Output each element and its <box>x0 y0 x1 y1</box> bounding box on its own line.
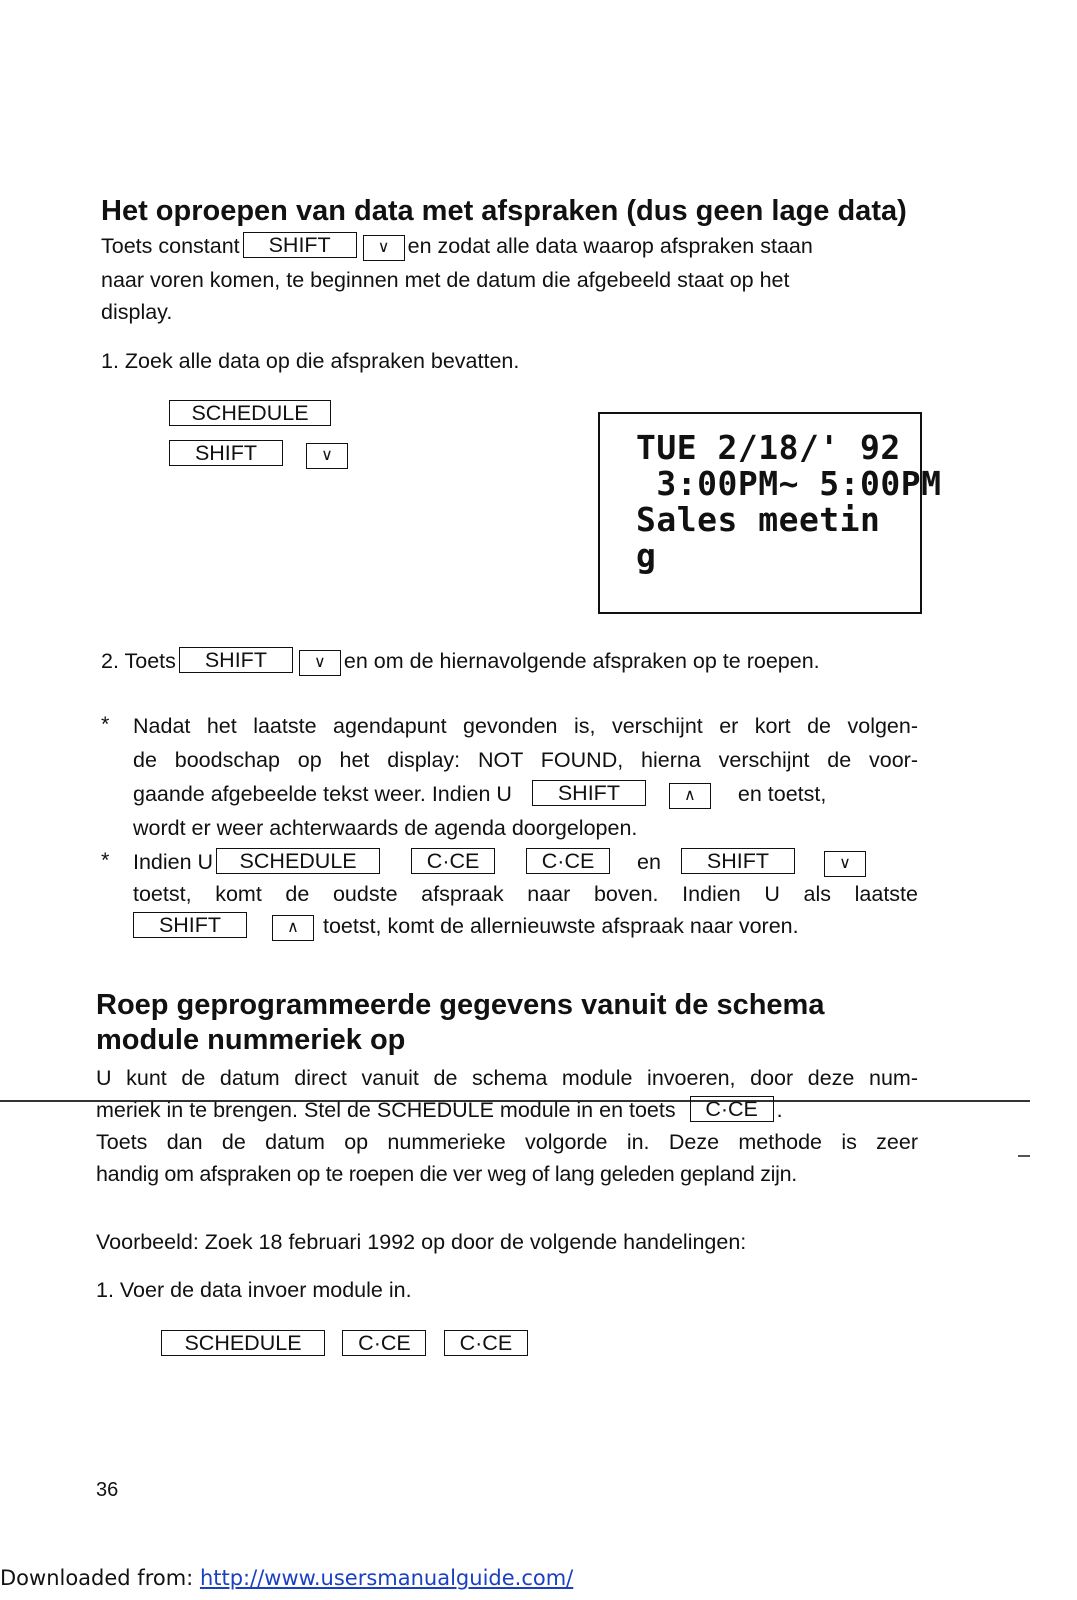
para-line-2 <box>96 1094 783 1126</box>
step-2-text: 2. Toets <box>101 649 176 673</box>
note-1-line-4: wordt er weer achterwaards de agenda doorgelopen. <box>133 816 638 840</box>
intro-text: en zodat alle data waarop afspraken staan <box>407 234 813 258</box>
note-text: toetst, komt de allernieuwste afspraak naar voren. <box>322 914 799 938</box>
down-arrow-key: ∨ <box>299 650 341 676</box>
display-time: 3:00PM~ 5:00PM <box>636 464 942 503</box>
schedule-key: SCHEDULE <box>161 1330 325 1356</box>
shift-key: SHIFT <box>681 848 795 874</box>
schedule-key: SCHEDULE <box>169 400 331 426</box>
shift-key: SHIFT <box>532 780 646 806</box>
para-line-3: Toets dan de datum op nummerieke volgorde in. Deze methode is zeer <box>96 1130 918 1154</box>
display-date: TUE 2/18/' 92 <box>636 428 901 467</box>
display-text-1: Sales meetin <box>636 500 881 539</box>
up-arrow-key: ∧ <box>669 783 711 809</box>
schedule-key: SCHEDULE <box>216 848 380 874</box>
para-line-1: U kunt de datum direct vanuit de schema module invoeren, door deze num- <box>96 1066 918 1090</box>
cce-key: C·CE <box>444 1330 528 1356</box>
key-sequence-1 <box>166 400 351 469</box>
up-arrow-key: ∧ <box>272 915 314 941</box>
lcd-display <box>598 412 942 614</box>
note-text: Indien U <box>133 850 214 874</box>
note-text: en <box>637 850 661 874</box>
shift-key: SHIFT <box>179 647 293 673</box>
down-arrow-key: ∨ <box>306 443 348 469</box>
para-text: meriek in te brengen. Stel de SCHEDULE module in en toets <box>96 1098 676 1122</box>
note-1-line-3 <box>133 778 826 810</box>
step-2-text: en om de hiernavolgende afspraken op te roepen. <box>343 649 820 673</box>
intro-line-3: display. <box>101 300 173 324</box>
down-arrow-key: ∨ <box>363 235 405 261</box>
note-text: en toetst, <box>737 782 827 806</box>
display-text-2: g <box>636 536 657 575</box>
shift-key: SHIFT <box>169 440 283 466</box>
note-2-line-3 <box>130 910 799 942</box>
note-text: gaande afgebeelde tekst weer. Indien U <box>133 782 512 806</box>
cce-key: C·CE <box>690 1096 774 1122</box>
note-1-line-1: Nadat het laatste agendapunt gevonden is, verschijnt er kort de volgen- <box>133 714 918 738</box>
intro-line-2: naar voren komen, te beginnen met de datum die afgebeeld staat op het <box>101 268 790 292</box>
section-heading-numeric-recall-2: module nummeriek op <box>96 1024 406 1056</box>
note-2-line-2: toetst, komt de oudste afspraak naar boven. Indien U als laatste <box>133 882 918 906</box>
footer-link[interactable]: http://www.usersmanualguide.com/ <box>199 1566 574 1590</box>
page-number: 36 <box>96 1479 119 1501</box>
note-2-bullet: * <box>101 848 110 872</box>
shift-key: SHIFT <box>133 912 247 938</box>
intro-text: Toets constant <box>101 234 240 258</box>
down-arrow-key: ∨ <box>824 851 866 877</box>
step-2 <box>101 645 820 677</box>
para-line-4: handig om afspraken op te roepen die ver weg of lang geleden gepland zijn. <box>96 1162 797 1186</box>
cce-key: C·CE <box>342 1330 426 1356</box>
footer-label: Downloaded from: <box>0 1566 200 1590</box>
shift-key: SHIFT <box>243 232 357 258</box>
para-text: . <box>776 1098 783 1122</box>
cce-key: C·CE <box>411 848 495 874</box>
margin-mark <box>1018 1155 1030 1157</box>
step-1: 1. Zoek alle data op die afspraken bevatten. <box>101 349 520 373</box>
cce-key: C·CE <box>526 848 610 874</box>
footer <box>0 1566 573 1590</box>
section-2-step-1: 1. Voer de data invoer module in. <box>96 1278 412 1302</box>
note-1-bullet: * <box>101 712 110 736</box>
key-sequence-2 <box>158 1330 531 1356</box>
note-1-line-2: de boodschap op het display: NOT FOUND, hierna verschijnt de voor- <box>133 748 918 772</box>
note-2-line-1 <box>133 846 869 878</box>
intro-line-1 <box>101 230 813 262</box>
example: Voorbeeld: Zoek 18 februari 1992 op door de volgende handelingen: <box>96 1230 747 1254</box>
section-heading-numeric-recall-1: Roep geprogrammeerde gegevens vanuit de schema <box>96 989 825 1021</box>
section-heading-recall-appointments: Het oproepen van data met afspraken (dus geen lage data) <box>101 195 907 227</box>
